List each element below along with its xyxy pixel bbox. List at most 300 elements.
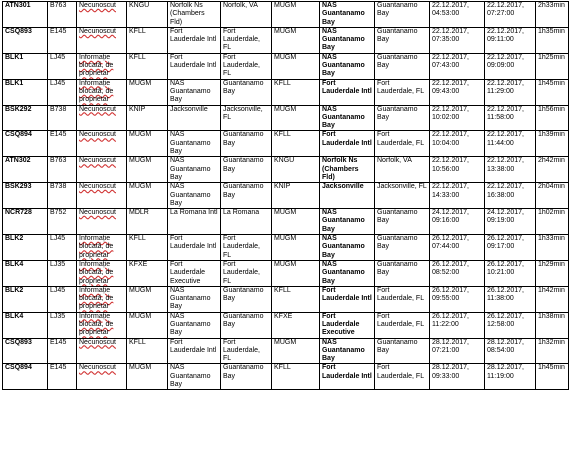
arrival-time-text: 22.12.2017, 09:11:00 bbox=[487, 27, 524, 44]
arrival-time-cell bbox=[485, 131, 536, 157]
flight-id-text: ATN302 bbox=[5, 157, 31, 165]
airport-name-part: NAS bbox=[170, 312, 185, 320]
duration-text: 2h33min bbox=[538, 2, 565, 9]
airport-name-part: Executive bbox=[170, 277, 201, 285]
destination-code-text: KFLL bbox=[274, 364, 291, 372]
airport-name-part: La bbox=[170, 209, 178, 217]
origin-code-text: MUGM bbox=[129, 312, 152, 320]
departure-time-cell bbox=[430, 364, 485, 390]
airport-name-part: Lauderdale bbox=[322, 295, 360, 303]
flight-id-cell bbox=[3, 2, 48, 28]
origin-city-text: Fort Lauderdale, FL bbox=[223, 53, 260, 78]
origin-city-text: Norfolk, VA bbox=[223, 2, 258, 9]
destination-code-text: KFXE bbox=[274, 312, 293, 320]
duration-cell bbox=[536, 209, 569, 235]
airport-name-part: Lauderdale bbox=[322, 139, 360, 147]
airport-name-part: Lauderdale bbox=[322, 320, 360, 328]
airport-name-part: Bay bbox=[322, 225, 335, 233]
destination-code-cell bbox=[272, 79, 320, 105]
aircraft-type-cell bbox=[48, 312, 77, 338]
airport-name-part: Guantanamo bbox=[170, 320, 211, 328]
operator-text: Informație blocată, de proprietar bbox=[79, 235, 114, 259]
airport-name-part: Intl bbox=[208, 209, 218, 217]
airport-name-part: Lauderdale bbox=[170, 243, 206, 251]
airport-name-part: Fort bbox=[322, 79, 336, 87]
arrival-time-cell bbox=[485, 157, 536, 183]
origin-city-cell bbox=[221, 338, 272, 364]
arrival-time-text: 28.12.2017, 08:54:00 bbox=[487, 338, 524, 354]
operator-text: Necunoscut bbox=[79, 183, 116, 191]
origin-city-text: La Romana bbox=[223, 209, 260, 217]
departure-time-cell bbox=[430, 235, 485, 261]
origin-city-text: Guantanamo Bay bbox=[223, 364, 264, 380]
departure-time-cell bbox=[430, 131, 485, 157]
origin-airport-cell bbox=[168, 157, 221, 183]
table-row bbox=[3, 105, 569, 131]
airport-name-part: Bay bbox=[322, 355, 335, 363]
destination-city-cell bbox=[375, 235, 430, 261]
table-row bbox=[3, 2, 569, 28]
departure-time-text: 26.12.2017, 07:44:00 bbox=[432, 235, 469, 251]
arrival-time-text: 22.12.2017, 13:38:00 bbox=[487, 157, 524, 173]
origin-city-cell bbox=[221, 79, 272, 105]
flight-id-cell bbox=[3, 338, 48, 364]
destination-code-text: KNIP bbox=[274, 183, 291, 191]
origin-code-text: KFLL bbox=[129, 27, 146, 35]
destination-city-text: Guantanamo Bay bbox=[377, 2, 418, 18]
duration-cell bbox=[536, 235, 569, 261]
arrival-time-text: 26.12.2017, 12:58:00 bbox=[487, 312, 524, 328]
airport-name-part: Lauderdale bbox=[170, 62, 206, 70]
arrival-time-cell bbox=[485, 286, 536, 312]
origin-city-cell bbox=[221, 131, 272, 157]
aircraft-type-text: E145 bbox=[50, 131, 67, 139]
aircraft-type-text: LJ45 bbox=[50, 286, 66, 294]
airport-name-part: Bay bbox=[170, 303, 183, 311]
operator-text: Informație blocată, de proprietar bbox=[79, 79, 114, 104]
flight-id-cell bbox=[3, 209, 48, 235]
duration-text: 1h45min bbox=[538, 79, 565, 87]
airport-name-part: Fort bbox=[322, 364, 336, 372]
airport-name-part: Bay bbox=[170, 148, 183, 156]
destination-code-text: MUGM bbox=[274, 209, 297, 217]
airport-name-part: Guantanamo bbox=[170, 372, 211, 380]
origin-code-text: MUGM bbox=[129, 157, 152, 165]
airport-name-part: Intl bbox=[206, 62, 217, 70]
aircraft-type-cell bbox=[48, 209, 77, 235]
flight-id-cell bbox=[3, 131, 48, 157]
arrival-time-text: 22.12.2017, 11:58:00 bbox=[487, 105, 524, 121]
destination-city-cell bbox=[375, 183, 430, 209]
destination-airport-cell bbox=[320, 364, 375, 390]
airport-name-part: Lauderdale bbox=[170, 36, 206, 44]
airport-name-part: Bay bbox=[322, 44, 335, 52]
departure-time-text: 22.12.2017, 10:02:00 bbox=[432, 105, 469, 121]
origin-code-text: KFXE bbox=[129, 260, 148, 268]
airport-name-part: Lauderdale bbox=[322, 87, 360, 95]
origin-city-text: Fort Lauderdale, FL bbox=[223, 260, 260, 285]
flight-id-text: BLK2 bbox=[5, 235, 24, 243]
airport-name-part: Jacksonville bbox=[170, 105, 208, 113]
origin-city-text: Guantanamo Bay bbox=[223, 79, 264, 95]
aircraft-type-cell bbox=[48, 105, 77, 131]
departure-time-cell bbox=[430, 183, 485, 209]
origin-code-text: KFLL bbox=[129, 53, 146, 61]
origin-airport-cell bbox=[168, 364, 221, 390]
origin-code-cell bbox=[127, 260, 168, 286]
airport-name-part: Guantanamo bbox=[170, 191, 211, 199]
operator-cell bbox=[77, 235, 127, 261]
aircraft-type-text: LJ45 bbox=[50, 235, 66, 243]
destination-code-text: MUGM bbox=[274, 235, 297, 243]
airport-name-part: Lauderdale bbox=[170, 346, 206, 354]
origin-city-text: Guantanamo Bay bbox=[223, 183, 264, 199]
destination-city-text: Fort Lauderdale, FL bbox=[377, 286, 425, 303]
destination-city-text: Fort Lauderdale, FL bbox=[377, 131, 425, 147]
departure-time-cell bbox=[430, 105, 485, 131]
origin-city-cell bbox=[221, 157, 272, 183]
airport-name-part: Bay bbox=[170, 329, 183, 337]
duration-cell bbox=[536, 312, 569, 338]
flight-id-cell bbox=[3, 235, 48, 261]
origin-city-cell bbox=[221, 183, 272, 209]
flight-id-text: BLK1 bbox=[5, 53, 24, 61]
destination-city-cell bbox=[375, 105, 430, 131]
airport-name-part: Intl bbox=[361, 295, 372, 303]
airport-name-part: Bay bbox=[322, 251, 335, 259]
table-row bbox=[3, 183, 569, 209]
origin-airport-cell bbox=[168, 2, 221, 28]
destination-city-cell bbox=[375, 131, 430, 157]
destination-code-text: KFLL bbox=[274, 131, 291, 139]
airport-name-part: Guantanamo bbox=[322, 36, 365, 44]
origin-airport-cell bbox=[168, 286, 221, 312]
destination-city-cell bbox=[375, 27, 430, 53]
aircraft-type-text: B752 bbox=[50, 209, 67, 217]
departure-time-cell bbox=[430, 312, 485, 338]
airport-name-part: Bay bbox=[170, 199, 183, 207]
airport-name-part: NAS bbox=[170, 131, 185, 139]
airport-name-part: Fort bbox=[322, 312, 336, 320]
aircraft-type-text: B763 bbox=[50, 157, 67, 165]
origin-airport-cell bbox=[168, 105, 221, 131]
duration-cell bbox=[536, 2, 569, 28]
airport-name-part: Guantanamo bbox=[322, 113, 365, 121]
departure-time-text: 22.12.2017, 10:56:00 bbox=[432, 157, 469, 173]
table-row bbox=[3, 338, 569, 364]
airport-name-part: Bay bbox=[170, 96, 183, 104]
aircraft-type-cell bbox=[48, 157, 77, 183]
destination-code-cell bbox=[272, 53, 320, 79]
departure-time-cell bbox=[430, 27, 485, 53]
origin-code-text: MUGM bbox=[129, 131, 152, 139]
destination-city-text: Guantanamo Bay bbox=[377, 260, 418, 277]
duration-text: 1h39min bbox=[538, 131, 565, 139]
operator-cell bbox=[77, 105, 127, 131]
departure-time-text: 22.12.2017, 04:53:00 bbox=[432, 2, 469, 18]
origin-code-cell bbox=[127, 53, 168, 79]
destination-code-cell bbox=[272, 260, 320, 286]
origin-code-cell bbox=[127, 2, 168, 28]
origin-code-cell bbox=[127, 183, 168, 209]
origin-code-cell bbox=[127, 157, 168, 183]
origin-city-cell bbox=[221, 312, 272, 338]
destination-code-cell bbox=[272, 105, 320, 131]
departure-time-text: 28.12.2017, 09:33:00 bbox=[432, 364, 469, 380]
airport-name-part: Fort bbox=[322, 131, 336, 139]
destination-code-text: KFLL bbox=[274, 286, 291, 294]
table-row bbox=[3, 209, 569, 235]
origin-code-cell bbox=[127, 338, 168, 364]
operator-text: Informație blocată, de proprietar bbox=[79, 312, 114, 337]
airport-name-part: Fort bbox=[170, 338, 183, 346]
duration-text: 1h32min bbox=[538, 338, 565, 346]
operator-text: Necunoscut bbox=[79, 364, 116, 372]
arrival-time-cell bbox=[485, 2, 536, 28]
duration-text: 1h45min bbox=[538, 364, 565, 372]
origin-city-text: Guantanamo Bay bbox=[223, 312, 264, 328]
origin-code-cell bbox=[127, 79, 168, 105]
flight-id-cell bbox=[3, 105, 48, 131]
destination-code-text: MUGM bbox=[274, 260, 297, 268]
airport-name-part: Bay bbox=[322, 122, 335, 130]
origin-city-cell bbox=[221, 209, 272, 235]
operator-text: Necunoscut bbox=[79, 105, 116, 113]
destination-code-text: MUGM bbox=[274, 2, 297, 9]
arrival-time-text: 22.12.2017, 16:38:00 bbox=[487, 183, 524, 199]
airport-name-part: Guantanamo bbox=[322, 346, 365, 354]
airport-name-part: NAS bbox=[322, 260, 337, 268]
origin-code-text: MUGM bbox=[129, 364, 152, 372]
duration-text: 1h56min bbox=[538, 105, 565, 113]
destination-city-text: Guantanamo Bay bbox=[377, 53, 418, 70]
destination-airport-cell bbox=[320, 131, 375, 157]
duration-text: 1h42min bbox=[538, 286, 565, 294]
destination-airport-cell bbox=[320, 209, 375, 235]
airport-name-part: Intl bbox=[361, 87, 372, 95]
destination-city-text: Norfolk, VA bbox=[377, 157, 412, 165]
destination-city-text: Fort Lauderdale, FL bbox=[377, 364, 425, 380]
aircraft-type-text: B763 bbox=[50, 2, 67, 9]
operator-cell bbox=[77, 338, 127, 364]
arrival-time-text: 24.12.2017, 09:19:00 bbox=[487, 209, 524, 225]
origin-airport-cell bbox=[168, 235, 221, 261]
departure-time-text: 22.12.2017, 07:43:00 bbox=[432, 53, 469, 70]
arrival-time-text: 22.12.2017, 07:27:00 bbox=[487, 2, 524, 18]
destination-city-text: Guantanamo Bay bbox=[377, 105, 418, 121]
arrival-time-cell bbox=[485, 209, 536, 235]
destination-code-cell bbox=[272, 286, 320, 312]
airport-name-part: Bay bbox=[322, 18, 335, 26]
aircraft-type-text: E145 bbox=[50, 27, 67, 35]
duration-cell bbox=[536, 364, 569, 390]
operator-cell bbox=[77, 2, 127, 28]
arrival-time-cell bbox=[485, 53, 536, 79]
destination-city-cell bbox=[375, 53, 430, 79]
departure-time-text: 26.12.2017, 08:52:00 bbox=[432, 260, 469, 277]
airport-name-part: Guantanamo bbox=[322, 217, 365, 225]
table-row bbox=[3, 27, 569, 53]
departure-time-text: 22.12.2017, 07:35:00 bbox=[432, 27, 469, 44]
departure-time-cell bbox=[430, 209, 485, 235]
destination-city-text: Jacksonville, FL bbox=[377, 183, 427, 191]
airport-name-part: Ns bbox=[194, 2, 203, 9]
origin-code-text: MUGM bbox=[129, 183, 152, 191]
destination-code-cell bbox=[272, 209, 320, 235]
airport-name-part: NAS bbox=[170, 183, 185, 191]
duration-cell bbox=[536, 131, 569, 157]
flight-id-text: BLK4 bbox=[5, 312, 24, 320]
table-row bbox=[3, 260, 569, 286]
arrival-time-text: 28.12.2017, 11:19:00 bbox=[487, 364, 524, 380]
operator-text: Informație blocată, de proprietar bbox=[79, 286, 114, 311]
aircraft-type-text: E145 bbox=[50, 364, 67, 372]
airport-name-part: NAS bbox=[170, 286, 185, 294]
flight-id-text: CSQ894 bbox=[5, 364, 32, 372]
arrival-time-cell bbox=[485, 235, 536, 261]
duration-text: 1h29min bbox=[538, 260, 565, 268]
origin-city-cell bbox=[221, 105, 272, 131]
departure-time-text: 26.12.2017, 09:55:00 bbox=[432, 286, 469, 303]
table-row bbox=[3, 53, 569, 79]
origin-city-cell bbox=[221, 286, 272, 312]
airport-name-part: NAS bbox=[322, 338, 337, 346]
flight-id-cell bbox=[3, 53, 48, 79]
destination-airport-cell bbox=[320, 157, 375, 183]
table-body bbox=[3, 2, 569, 390]
airport-name-part: Fort bbox=[322, 286, 336, 294]
operator-text: Necunoscut bbox=[79, 27, 116, 35]
aircraft-type-text: B738 bbox=[50, 183, 67, 191]
table-row bbox=[3, 79, 569, 105]
flight-id-text: BSK292 bbox=[5, 105, 32, 113]
airport-name-part: NAS bbox=[170, 364, 185, 372]
flight-id-cell bbox=[3, 183, 48, 209]
duration-text: 1h25min bbox=[538, 53, 565, 61]
operator-cell bbox=[77, 312, 127, 338]
destination-code-cell bbox=[272, 131, 320, 157]
flight-id-cell bbox=[3, 260, 48, 286]
airport-name-part: Fld) bbox=[170, 18, 183, 26]
airport-name-part: Bay bbox=[322, 277, 335, 285]
aircraft-type-text: LJ45 bbox=[50, 79, 66, 87]
aircraft-type-text: B738 bbox=[50, 105, 67, 113]
arrival-time-text: 22.12.2017, 11:29:00 bbox=[487, 79, 524, 95]
flight-id-cell bbox=[3, 79, 48, 105]
airport-name-part: NAS bbox=[322, 2, 337, 9]
arrival-time-cell bbox=[485, 79, 536, 105]
operator-cell bbox=[77, 27, 127, 53]
operator-text: Informație blocată, de proprietar bbox=[79, 53, 114, 78]
airport-name-part: Guantanamo bbox=[170, 139, 211, 147]
origin-city-cell bbox=[221, 27, 272, 53]
aircraft-type-cell bbox=[48, 364, 77, 390]
operator-cell bbox=[77, 53, 127, 79]
airport-name-part: Lauderdale bbox=[322, 372, 360, 380]
origin-airport-cell bbox=[168, 183, 221, 209]
origin-code-cell bbox=[127, 286, 168, 312]
operator-cell bbox=[77, 209, 127, 235]
aircraft-type-cell bbox=[48, 260, 77, 286]
origin-city-text: Fort Lauderdale, FL bbox=[223, 338, 260, 363]
origin-city-text: Jacksonville, FL bbox=[223, 105, 263, 121]
destination-city-cell bbox=[375, 157, 430, 183]
destination-city-cell bbox=[375, 209, 430, 235]
origin-city-cell bbox=[221, 2, 272, 28]
flight-id-text: BLK2 bbox=[5, 286, 24, 294]
aircraft-type-cell bbox=[48, 2, 77, 28]
departure-time-cell bbox=[430, 157, 485, 183]
origin-airport-cell bbox=[168, 312, 221, 338]
flight-id-cell bbox=[3, 286, 48, 312]
departure-time-cell bbox=[430, 79, 485, 105]
origin-airport-cell bbox=[168, 338, 221, 364]
operator-text: Necunoscut bbox=[79, 157, 116, 165]
destination-city-text: Guantanamo Bay bbox=[377, 338, 418, 354]
airport-name-part: Intl bbox=[361, 139, 372, 147]
destination-code-text: KFLL bbox=[274, 79, 291, 87]
airport-name-part: NAS bbox=[322, 235, 337, 243]
destination-code-text: MUGM bbox=[274, 105, 297, 113]
airport-name-part: NAS bbox=[322, 53, 337, 61]
operator-cell bbox=[77, 286, 127, 312]
origin-city-text: Fort Lauderdale, FL bbox=[223, 235, 260, 259]
operator-text: Necunoscut bbox=[79, 209, 116, 217]
airport-name-part: Romana bbox=[179, 209, 207, 217]
airport-name-part: Ns bbox=[348, 157, 358, 165]
duration-cell bbox=[536, 53, 569, 79]
table-row bbox=[3, 157, 569, 183]
duration-cell bbox=[536, 27, 569, 53]
operator-text: Necunoscut bbox=[79, 2, 116, 9]
arrival-time-text: 26.12.2017, 10:21:00 bbox=[487, 260, 524, 277]
departure-time-cell bbox=[430, 53, 485, 79]
arrival-time-text: 22.12.2017, 11:44:00 bbox=[487, 131, 524, 147]
airport-name-part: Bay bbox=[170, 173, 183, 181]
origin-airport-cell bbox=[168, 209, 221, 235]
arrival-time-cell bbox=[485, 105, 536, 131]
origin-code-text: MUGM bbox=[129, 286, 152, 294]
origin-code-text: KFLL bbox=[129, 338, 146, 346]
airport-name-part: Intl bbox=[361, 372, 372, 380]
destination-code-cell bbox=[272, 157, 320, 183]
departure-time-cell bbox=[430, 286, 485, 312]
destination-code-text: MUGM bbox=[274, 27, 297, 35]
aircraft-type-text: LJ45 bbox=[50, 53, 66, 61]
airport-name-part: Guantanamo bbox=[322, 243, 365, 251]
origin-code-cell bbox=[127, 131, 168, 157]
aircraft-type-cell bbox=[48, 27, 77, 53]
origin-airport-cell bbox=[168, 53, 221, 79]
duration-cell bbox=[536, 157, 569, 183]
airport-name-part: NAS bbox=[322, 27, 337, 35]
table-row bbox=[3, 235, 569, 261]
destination-city-cell bbox=[375, 2, 430, 28]
operator-text: Necunoscut bbox=[79, 338, 116, 346]
origin-code-cell bbox=[127, 209, 168, 235]
flight-id-text: BLK4 bbox=[5, 260, 24, 268]
destination-city-cell bbox=[375, 364, 430, 390]
arrival-time-cell bbox=[485, 183, 536, 209]
airport-name-part: Lauderdale bbox=[170, 269, 206, 277]
origin-code-cell bbox=[127, 364, 168, 390]
destination-code-cell bbox=[272, 2, 320, 28]
operator-cell bbox=[77, 260, 127, 286]
flight-id-text: CSQ894 bbox=[5, 131, 32, 139]
destination-code-cell bbox=[272, 235, 320, 261]
origin-code-text: KNIP bbox=[129, 105, 146, 113]
airport-name-part: Fld) bbox=[322, 173, 335, 181]
